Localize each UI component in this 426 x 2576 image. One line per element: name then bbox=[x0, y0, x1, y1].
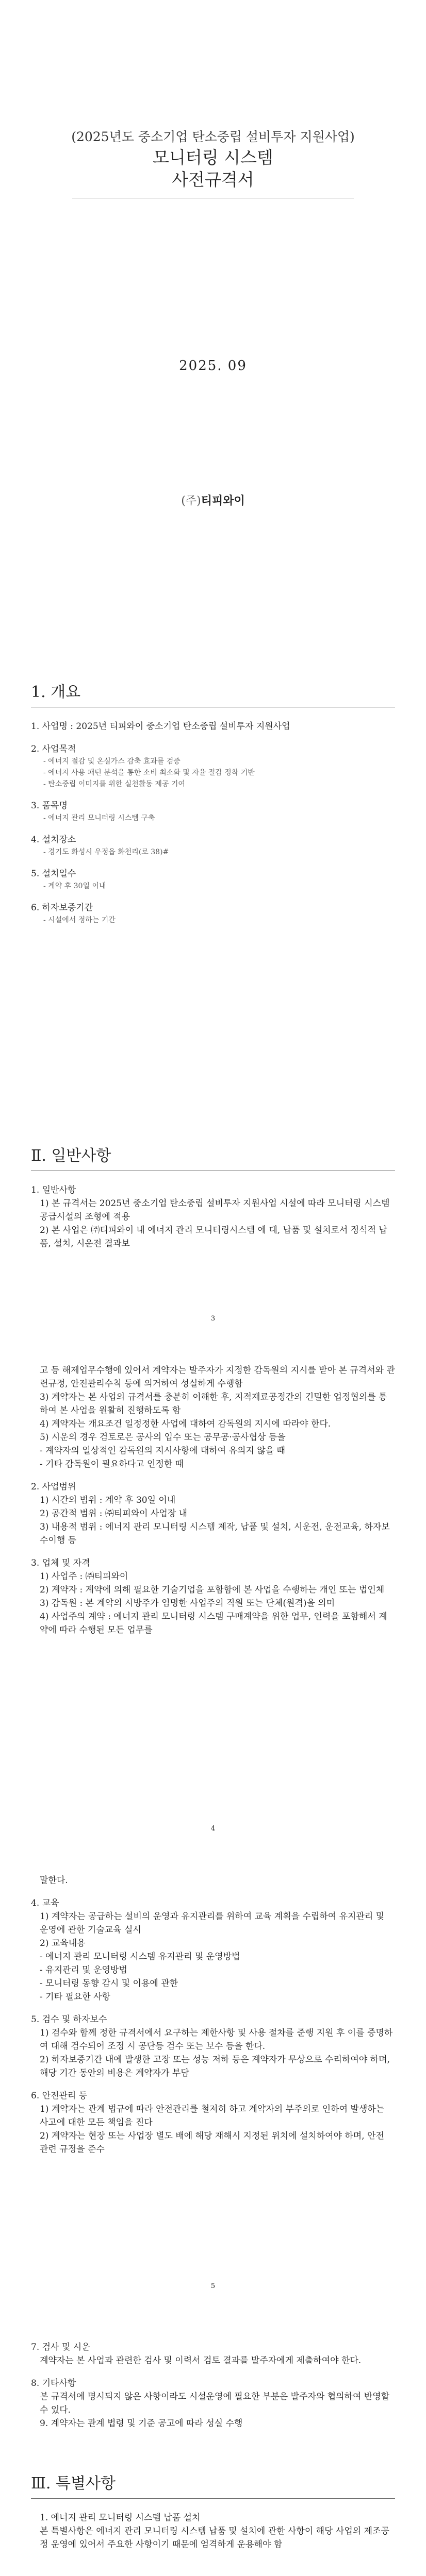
general-block-para: 1) 계약자는 공급하는 설비의 운영과 유지관리를 위하여 교육 계획을 수립하여 유지관리 및 운영에 관한 기술교육 실시 bbox=[40, 1911, 385, 1935]
general-continued-para: 고 등 해제업무수행에 있어서 계약자는 발주자가 지정한 감독원의 지시를 받아 본 규격서와 관련규정, 안전관리수칙 등에 의거하여 성실하게 수행함 bbox=[40, 1365, 395, 1389]
general-block-para: 2) 교육내용 bbox=[40, 1938, 86, 1948]
general-block-para: - 기타 필요한 사항 bbox=[40, 1992, 110, 2002]
general-block-para: 3) 감독원 : 본 계약의 시방주가 임명한 사업주의 직원 또는 단체(원격)을 의미 bbox=[40, 1598, 335, 1608]
overview-item-line: - 에너지 관리 모니터링 시스템 구축 bbox=[43, 814, 155, 822]
section2-title: Ⅱ. 일반사항 bbox=[31, 1147, 111, 1165]
overview-item-line: - 탄소중립 이미지를 위한 실천활동 제공 기여 bbox=[43, 780, 185, 788]
section2-blocks-2 bbox=[31, 1480, 395, 1637]
page-number: 4 bbox=[210, 1825, 216, 1833]
special-para: 1. 에너지 관리 모니터링 시스템 납품 설치 bbox=[40, 2513, 201, 2523]
general-block-para: 9. 계약자는 관계 법령 및 기준 공고에 따라 성실 수행 bbox=[40, 2418, 243, 2429]
overview-item-line: - 경기도 화성시 우정읍 화천리(로 38)# bbox=[43, 848, 169, 856]
general-continued-para: 4) 계약자는 개요조건 일정정한 사업에 대하여 감독원의 지시에 따라야 한다. bbox=[40, 1419, 331, 1429]
cover-title: 모니터링 시스템 bbox=[153, 147, 273, 167]
general-block-head: 7. 검사 및 시운 bbox=[31, 2342, 90, 2352]
section1-items bbox=[31, 720, 395, 926]
general-block-para: 2) 계약자는 현장 또는 사업장 별도 배에 해당 재해시 지정된 위치에 설치하여야 하며, 안전 관련 규정을 준수 bbox=[40, 2131, 384, 2155]
company-mark: (주) bbox=[181, 495, 201, 507]
section2-blocks bbox=[31, 1183, 395, 1250]
page-break bbox=[31, 1637, 395, 1853]
section3-paras bbox=[31, 2511, 395, 2551]
section3-rule bbox=[31, 2498, 395, 2499]
cover-subtitle: (2025년도 중소기업 탄소중립 설비투자 지원사업) bbox=[71, 129, 355, 144]
overview-item-head: 4. 설치장소 bbox=[31, 835, 76, 845]
general-block-para: 계약자는 본 사업과 관련한 검사 및 이력서 검토 결과를 발주자에게 제출하여야 한다. bbox=[40, 2355, 362, 2366]
special-para: 본 특별사항은 에너지 관리 모니터링 시스템 납품 및 설치에 관한 사항이 해당 사업의 제조공정 운영에 있어서 주요한 사항이기 때문에 엄격하게 운용해야 함 bbox=[40, 2526, 389, 2550]
overview-item-head: 3. 품목명 bbox=[31, 801, 68, 811]
cover-doc-type: 사전규격서 bbox=[172, 170, 254, 190]
general-block-para: 1) 계약자는 관계 법규에 따라 안전관리를 철저히 하고 계약자의 부주의로 인하여 발생하는 사고에 대한 모든 책임을 진다 bbox=[40, 2104, 385, 2128]
general-block-para: - 에너지 관리 모니터링 시스템 유지관리 및 운영방법 bbox=[40, 1952, 240, 1962]
section2-blocks-3 bbox=[31, 1896, 395, 2156]
page-tail: 말한다. bbox=[40, 1875, 68, 1886]
general-continued-para: 5) 시운의 경우 검토로은 공사의 입수 또는 공무공·공사협상 등을 bbox=[40, 1432, 286, 1443]
general-block-para: 2) 공간적 범위 : ㈜티피와이 사업장 내 bbox=[40, 1509, 188, 1519]
general-block-head: 2. 사업범위 bbox=[31, 1482, 76, 1492]
general-block-para: 3) 내용적 범위 : 에너지 관리 모니터링 시스템 제작, 납품 및 설치, 시운전, 운전교육, 하자보수이행 등 bbox=[40, 1522, 390, 1546]
cover-page bbox=[0, 0, 426, 639]
general-block-head: 5. 검수 및 하자보수 bbox=[31, 2014, 107, 2025]
section2-continued bbox=[31, 1343, 395, 1471]
general-continued-para: - 계약자의 일상적인 감독원의 지시사항에 대하여 유의지 않을 때 bbox=[40, 1446, 285, 1456]
cover-company bbox=[0, 492, 426, 508]
page-break bbox=[31, 1250, 395, 1343]
page-number: 3 bbox=[210, 1315, 216, 1323]
section3-title: Ⅲ. 특별사항 bbox=[31, 2475, 116, 2493]
general-block-head: 8. 기타사항 bbox=[31, 2378, 76, 2388]
section1-title: 1. 개요 bbox=[31, 683, 81, 701]
general-block-para: 1) 사업주 : ㈜티피와이 bbox=[40, 1571, 128, 1582]
page-number: 5 bbox=[210, 2282, 216, 2290]
general-continued-para: - 기타 감독원이 필요하다고 인정한 때 bbox=[40, 1459, 184, 1469]
overview-item-head: 5. 설치일수 bbox=[31, 869, 76, 879]
general-block-para: 4) 사업주의 계약 : 에너지 관리 모니터링 시스템 구매계약을 위한 업무, 인력을 포함해서 계약에 따라 수행된 모든 업무를 bbox=[40, 1612, 387, 1635]
general-block-head: 1. 일반사항 bbox=[31, 1185, 76, 1195]
general-block-head: 4. 교육 bbox=[31, 1898, 59, 1908]
general-continued-para: 3) 계약자는 본 사업의 규격서를 충분히 이해한 후, 지적재료공정간의 긴밀한 업정협의를 통하여 본 사업을 원활히 진행하도록 함 bbox=[40, 1392, 387, 1416]
general-block-para: 1) 검수와 함께 정한 규격서에서 요구하는 제한사항 및 사용 절차를 준행 지원 후 이를 증명하여 대해 검수되어 조정 시 공단등 검수 또는 보수 등을 한다. bbox=[40, 2028, 393, 2052]
general-block-head: 3. 업체 및 자격 bbox=[31, 1558, 90, 1568]
overview-item-line: - 에너지 사용 패턴 분석을 통한 소비 최소화 및 자율 절감 정착 기반 bbox=[43, 769, 255, 777]
overview-page bbox=[0, 639, 426, 1133]
general-block-para: - 유지관리 및 운영방법 bbox=[40, 1965, 127, 1975]
overview-item-line: - 계약 후 30일 이내 bbox=[43, 882, 106, 890]
special-page bbox=[0, 2430, 426, 2576]
general-page bbox=[0, 1133, 426, 2430]
general-block-head: 6. 안전관리 등 bbox=[31, 2091, 88, 2101]
company-name: 티피와이 bbox=[201, 494, 245, 507]
general-block-para: 2) 하자보증기간 내에 발생한 고장 또는 성능 저하 등은 계약자가 무상으로 수리하여야 하며, 해당 기간 동안의 비용은 계약자가 부담 bbox=[40, 2055, 390, 2078]
general-block-para: - 모니터링 동향 감시 및 이용에 관한 bbox=[40, 1978, 178, 1989]
general-block-para: 1) 본 규격서는 2025년 중소기업 탄소중립 설비투자 지원사업 시설에 따라 모니터링 시스템 공급시설의 조형에 적용 bbox=[40, 1198, 390, 1222]
section2-blocks-4 bbox=[31, 2311, 395, 2430]
overview-item-head: 1. 사업명 : 2025년 티피와이 중소기업 탄소중립 설비투자 지원사업 bbox=[31, 721, 290, 732]
general-block-para: 2) 계약자 : 계약에 의해 필요한 기술기업을 포함함에 본 사업을 수행하는 개인 또는 법인체 bbox=[40, 1585, 385, 1595]
general-block-para: 1) 시간의 범위 : 계약 후 30일 이내 bbox=[40, 1495, 176, 1505]
overview-item-line: - 에너지 절감 및 온실가스 감축 효과를 검증 bbox=[43, 757, 181, 766]
overview-item-head: 6. 하자보증기간 bbox=[31, 903, 93, 913]
overview-item-head: 2. 사업목적 bbox=[31, 744, 76, 754]
cover-date: 2025. 09 bbox=[179, 358, 247, 374]
page-break bbox=[31, 2551, 395, 2576]
overview-item-line: - 시설에서 정하는 기간 bbox=[43, 916, 116, 924]
general-block-para: 2) 본 사업은 ㈜티피와이 내 에너지 관리 모니터링시스템 에 대, 납품 및 설치로서 정석적 납품, 설치, 시운전 결과보 bbox=[40, 1225, 387, 1249]
page-break bbox=[31, 2156, 395, 2311]
general-block-para: 본 규격서에 명시되지 않은 사항이라도 시설운영에 필요한 부분은 발주자와 협의하여 반영할 수 있다. bbox=[40, 2392, 390, 2415]
